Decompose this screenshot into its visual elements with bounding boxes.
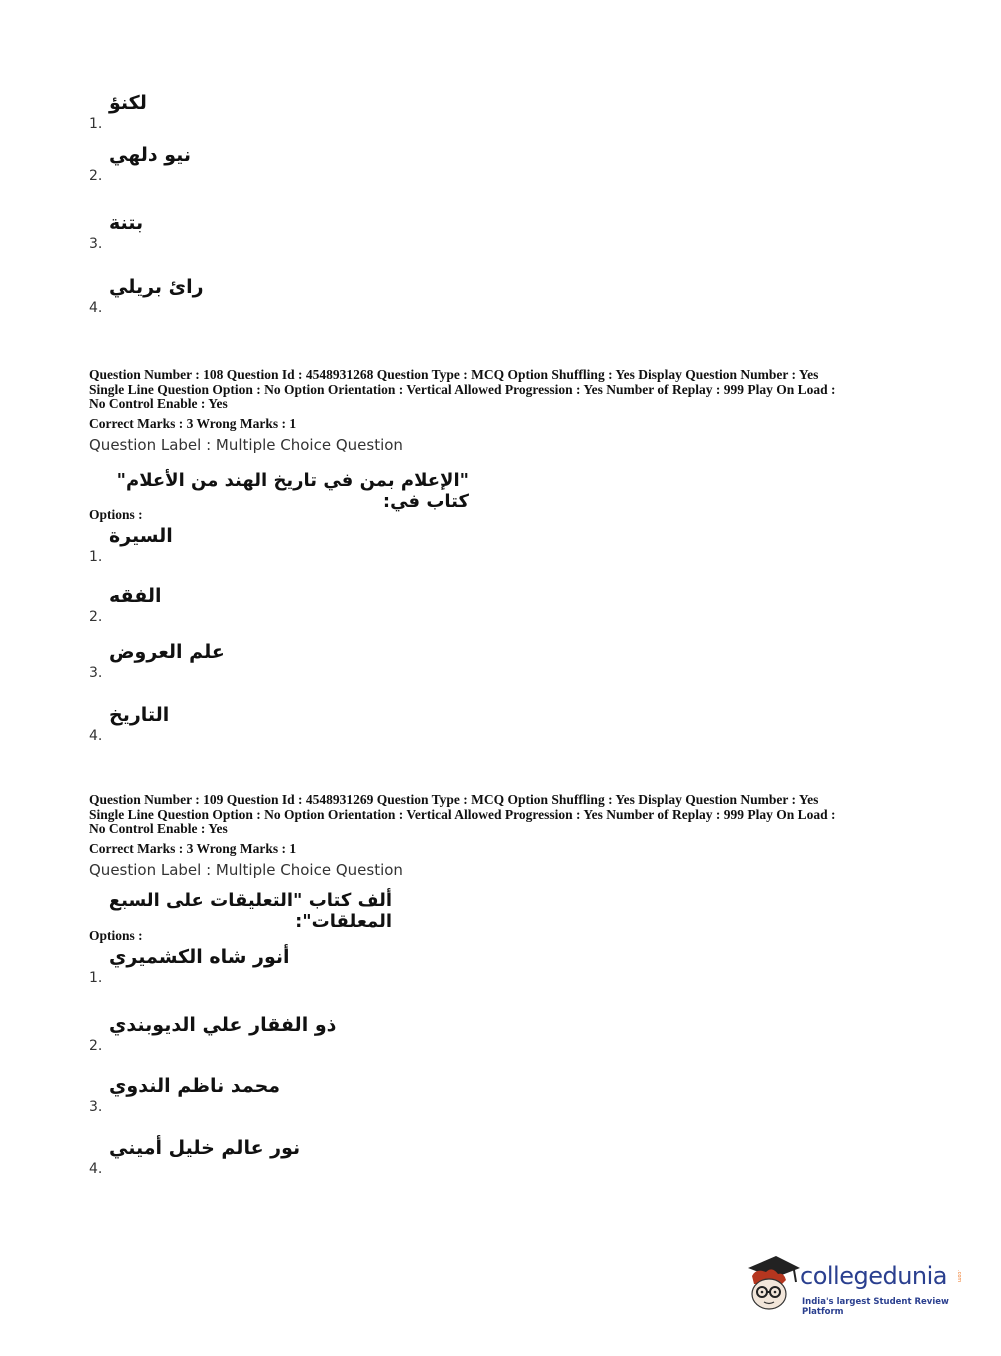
question-108-option-4[interactable] [89,704,509,744]
option-text: السيرة [109,525,173,547]
question-108-text: "الإعلام بمن في تاريخ الهند من الأعلام" كتاب في: [116,470,469,512]
question-109-option-1[interactable] [89,946,509,986]
question-108-option-1[interactable] [89,525,509,565]
question-109-option-3[interactable] [89,1075,509,1115]
option-text: الفقه [109,585,162,607]
question-108-marks: Correct Marks : 3 Wrong Marks : 1 [89,416,297,431]
option-text: نيو دلهي [109,144,192,166]
option-number: 3. [89,665,103,681]
option-number: 4. [89,300,103,316]
option-number: 1. [89,116,103,132]
question-108-options-label: Options : [89,507,143,522]
question-109-metadata [89,793,919,837]
logo-wordmark: collegedunia [800,1262,948,1290]
option-number: 4. [89,728,103,744]
logo-com-suffix: .com [956,1270,962,1283]
option-number: 4. [89,1161,103,1177]
question-109-marks: Correct Marks : 3 Wrong Marks : 1 [89,841,297,856]
question-108-option-3[interactable] [89,641,509,681]
option-text: نور عالم خليل أميني [109,1137,301,1159]
logo-tagline: India's largest Student Review Platform [802,1297,949,1317]
option-text: بتنة [109,212,144,234]
question-108-label: Question Label : Multiple Choice Question [89,436,403,454]
collegedunia-logo[interactable] [742,1250,972,1320]
option-number: 2. [89,609,103,625]
question-108-option-2[interactable] [89,585,509,625]
prev-question-option-3[interactable] [89,212,509,252]
question-109-text: ألف كتاب "التعليقات على السبع المعلقات": [108,890,392,932]
prev-question-option-2[interactable] [89,144,509,184]
option-number: 3. [89,236,103,252]
question-109-option-2[interactable] [89,1014,509,1054]
option-text: لكنؤ [109,92,147,114]
mascot-icon [742,1250,802,1320]
prev-question-option-1[interactable] [89,92,509,132]
meta-line: Single Line Question Option : No Option Orientation : Vertical Allowed Progression : Yes Number of Replay : 999 Play On Load : [89,806,836,822]
option-text: محمد ناظم الندوي [109,1075,281,1097]
option-number: 2. [89,1038,103,1054]
option-text: التاريخ [109,704,170,726]
meta-line: No Control Enable : Yes [89,821,228,836]
question-109-options-label: Options : [89,928,143,943]
prev-question-option-4[interactable] [89,276,509,316]
option-number: 3. [89,1099,103,1115]
option-number: 2. [89,168,103,184]
option-text: أنور شاه الكشميري [109,946,290,968]
question-108-metadata [89,368,919,412]
meta-line: Single Line Question Option : No Option Orientation : Vertical Allowed Progression : Yes Number of Replay : 999 Play On Load : [89,381,836,397]
option-number: 1. [89,549,103,565]
question-109-option-4[interactable] [89,1137,509,1177]
meta-line: Question Number : 109 Question Id : 4548931269 Question Type : MCQ Option Shuffling : Yes Display Question Number : Yes [89,792,819,807]
option-text: رائ بريلي [109,276,204,298]
meta-line: No Control Enable : Yes [89,396,228,411]
option-number: 1. [89,970,103,986]
option-text: علم العروض [109,641,225,663]
question-109-label: Question Label : Multiple Choice Question [89,861,403,879]
option-text: ذو الفقار علي الديوبندي [109,1014,337,1036]
meta-line: Question Number : 108 Question Id : 4548931268 Question Type : MCQ Option Shuffling : Yes Display Question Number : Yes [89,367,819,382]
